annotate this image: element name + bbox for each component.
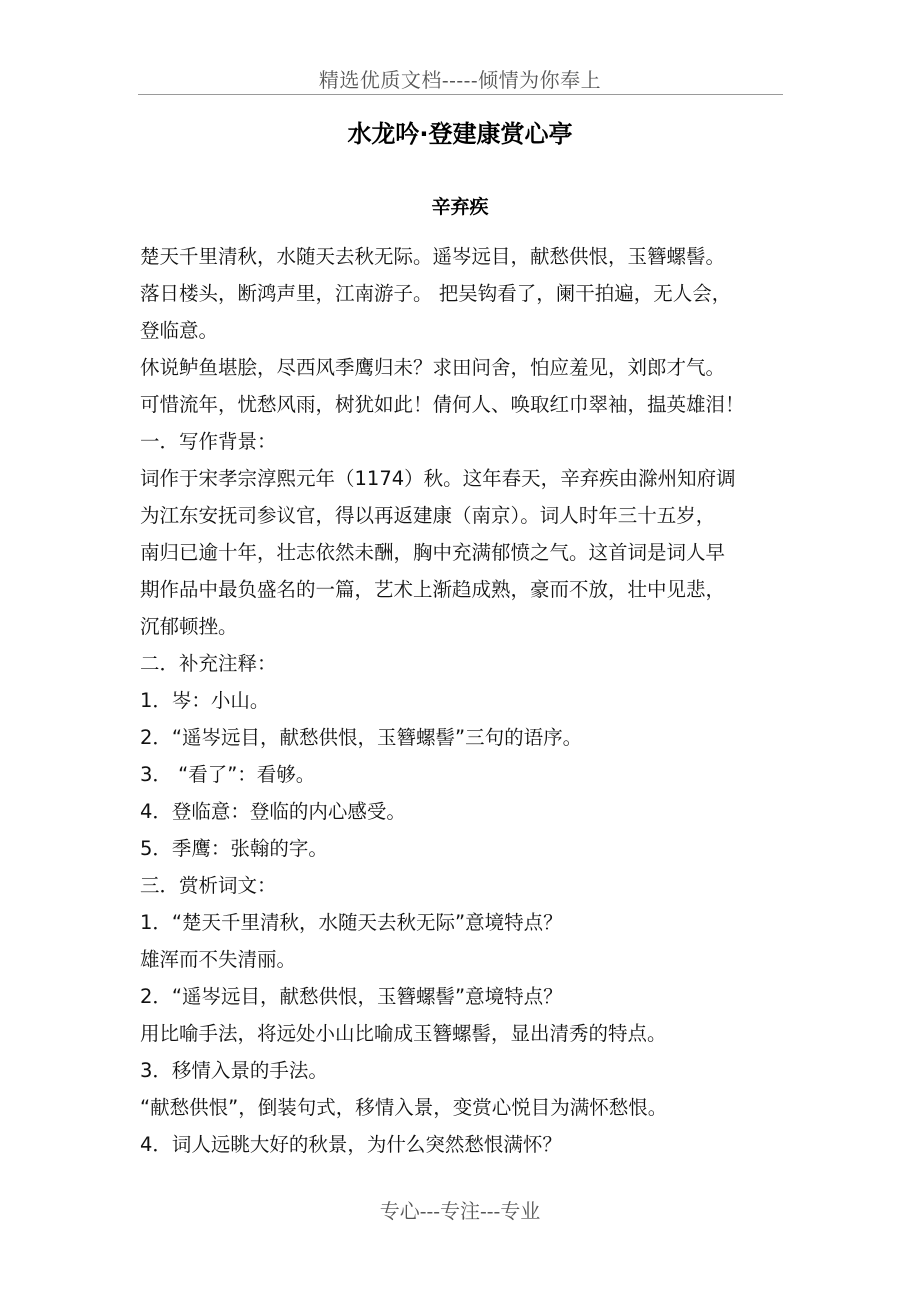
text-line: “献愁供恨”，倒装句式，移情入景，变赏心悦目为满怀愁恨。 [140, 1096, 668, 1119]
list-item: 1．岑：小山。 [140, 689, 270, 712]
list-item: 2．“遥岑远目，献愁供恨，玉簪螺髻”三句的语序。 [140, 726, 583, 749]
text-line: 落日楼头，断鸿声里，江南游子。 把吴钩看了，阑干拍遍，无人会， [140, 282, 732, 305]
text-line: 雄浑而不失清丽。 [140, 948, 297, 971]
list-item: 4．登临意：登临的内心感受。 [140, 800, 406, 823]
text-line: 登临意。 [140, 319, 219, 342]
list-item: 2．“遥岑远目，献愁供恨，玉簪螺髻”意境特点？ [140, 985, 563, 1008]
section-heading: 一．写作背景： [140, 430, 277, 453]
body-text [140, 238, 788, 1163]
page-footer: 专心---专注---专业 [379, 1199, 541, 1223]
text-line: 词作于宋孝宗淳熙元年（1174）秋。这年春天，辛弃疾由滁州知府调 [140, 467, 736, 490]
list-item: 3． “看了”：看够。 [140, 763, 316, 786]
text-line: 可惜流年，忧愁风雨，树犹如此！倩何人、唤取红巾翠袖，揾英雄泪！ [140, 393, 745, 416]
list-item: 3．移情入景的手法。 [140, 1059, 328, 1082]
list-item: 4．词人远眺大好的秋景，为什么突然愁恨满怀？ [140, 1133, 562, 1156]
text-line: 南归已逾十年，壮志依然未酬，胸中充满郁愤之气。这首词是词人早 [140, 541, 726, 564]
text-line: 沉郁顿挫。 [140, 615, 238, 638]
list-item: 5．季鹰：张翰的字。 [140, 837, 328, 860]
section-heading: 三．赏析词文： [140, 874, 277, 897]
text-line: 楚天千里清秋，水随天去秋无际。遥岑远目，献愁供恨，玉簪螺髻。 [140, 245, 726, 268]
text-line: 用比喻手法，将远处小山比喻成玉簪螺髻，显出清秀的特点。 [140, 1022, 667, 1045]
text-line: 为江东安抚司参议官，得以再返建康（南京）。词人时年三十五岁， [140, 504, 716, 527]
section-heading: 二．补充注释： [140, 652, 277, 675]
author-name: 辛弃疾 [431, 196, 489, 218]
text-line: 休说鲈鱼堪脍，尽西风季鹰归未？求田问舍，怕应羞见，刘郎才气。 [140, 356, 726, 379]
document-title: 水龙吟·登建康赏心亭 [347, 120, 573, 148]
list-item: 1．“楚天千里清秋，水随天去秋无际”意境特点？ [140, 911, 563, 934]
text-line: 期作品中最负盛名的一篇，艺术上渐趋成熟，豪而不放，壮中见悲， [140, 578, 726, 601]
header-divider [138, 94, 783, 95]
page-header: 精选优质文档-----倾情为你奉上 [318, 68, 602, 92]
